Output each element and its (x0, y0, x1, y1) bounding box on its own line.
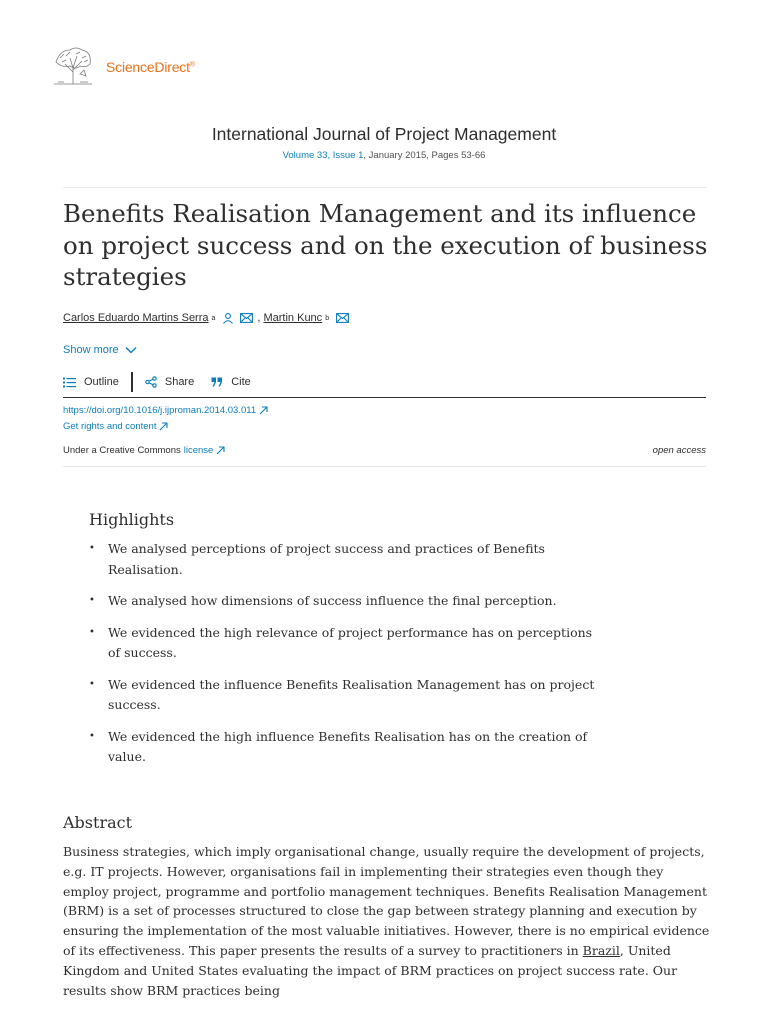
show-more-button[interactable] (63, 344, 137, 356)
license-prefix: Under a Creative Commons (63, 445, 181, 456)
author-list (63, 312, 353, 324)
issue-info (0, 150, 768, 161)
author-separator: , (257, 312, 261, 324)
list-icon (63, 377, 76, 388)
outline-label: Outline (84, 376, 119, 388)
issue-date-pages: , January 2015, Pages 53-66 (363, 150, 486, 161)
open-access-badge: open access (652, 445, 706, 456)
show-more-label: Show more (63, 344, 119, 356)
toolbar-divider (131, 372, 133, 392)
abstract-text: Business strategies, which imply organisational change, usually require the development of projects, e.g. IT projects. However, organisations fail in implementing their strategies even though they employ project, programme and portfolio management techniques. Benefits Realisation Management (BRM) is a set of processes structured to close the gap between strategy planning and execution by ensuring the implementation of the most valuable initiatives. However, there is no empirical evidence of its effectiveness. This paper presents the results of a survey to practitioners in Brazil, United Kingdom and United States evaluating the impact of BRM practices on project success rate. Our results show BRM practices being (63, 844, 710, 998)
quote-icon (211, 377, 223, 387)
author-affiliation: a (211, 314, 216, 322)
list-item: • We evidenced the high influence Benefits Realisation has on the creation of value. (89, 727, 599, 768)
list-item: • We analysed perceptions of project success and practices of Benefits Realisation. (89, 539, 599, 580)
external-link-icon (259, 406, 268, 415)
list-item: • We evidenced the high relevance of project performance has on perceptions of success. (89, 623, 599, 664)
list-item: • We analysed how dimensions of success influence the final perception. (89, 591, 599, 612)
volume-link[interactable]: Volume 33, Issue 1 (282, 150, 364, 161)
cite-label: Cite (231, 376, 251, 388)
share-icon (145, 376, 157, 388)
toolbar-divider-line (63, 397, 706, 398)
mail-icon[interactable] (239, 312, 253, 324)
person-icon[interactable] (221, 312, 235, 324)
share-button[interactable] (145, 376, 194, 388)
license-info (63, 445, 225, 456)
sciencedirect-logo[interactable] (50, 44, 195, 86)
abstract-heading: Abstract (63, 813, 133, 832)
author-link[interactable]: Martin Kunc (263, 312, 323, 324)
highlights-heading: Highlights (89, 510, 175, 529)
journal-title[interactable]: International Journal of Project Management (211, 124, 557, 144)
list-item: • We evidenced the influence Benefits Realisation Management has on project success. (89, 675, 599, 716)
brand-name: ScienceDirect® (106, 59, 195, 75)
external-link-icon (159, 422, 168, 431)
get-rights-link[interactable]: Get rights and content (63, 421, 168, 432)
cite-button[interactable] (211, 376, 251, 388)
header-divider (63, 187, 706, 188)
article-toolbar (63, 372, 251, 392)
doi-link[interactable]: https://doi.org/10.1016/j.ijproman.2014.03.011 (63, 405, 268, 416)
chevron-down-icon (125, 346, 137, 354)
license-link[interactable]: license (183, 445, 214, 456)
highlights-list (89, 539, 599, 779)
article-title: Benefits Realisation Management and its influence on project success and on the execution of business strategies (63, 199, 708, 291)
mail-icon[interactable] (335, 312, 349, 324)
outline-button[interactable] (63, 376, 119, 388)
elsevier-tree-logo (50, 44, 96, 86)
author-link[interactable]: Carlos Eduardo Martins Serra (63, 312, 209, 324)
meta-divider (63, 466, 706, 467)
share-label: Share (164, 376, 195, 388)
author-affiliation: b (325, 314, 330, 322)
topic-link-brazil[interactable]: Brazil (582, 942, 620, 958)
external-link-icon (216, 446, 225, 455)
